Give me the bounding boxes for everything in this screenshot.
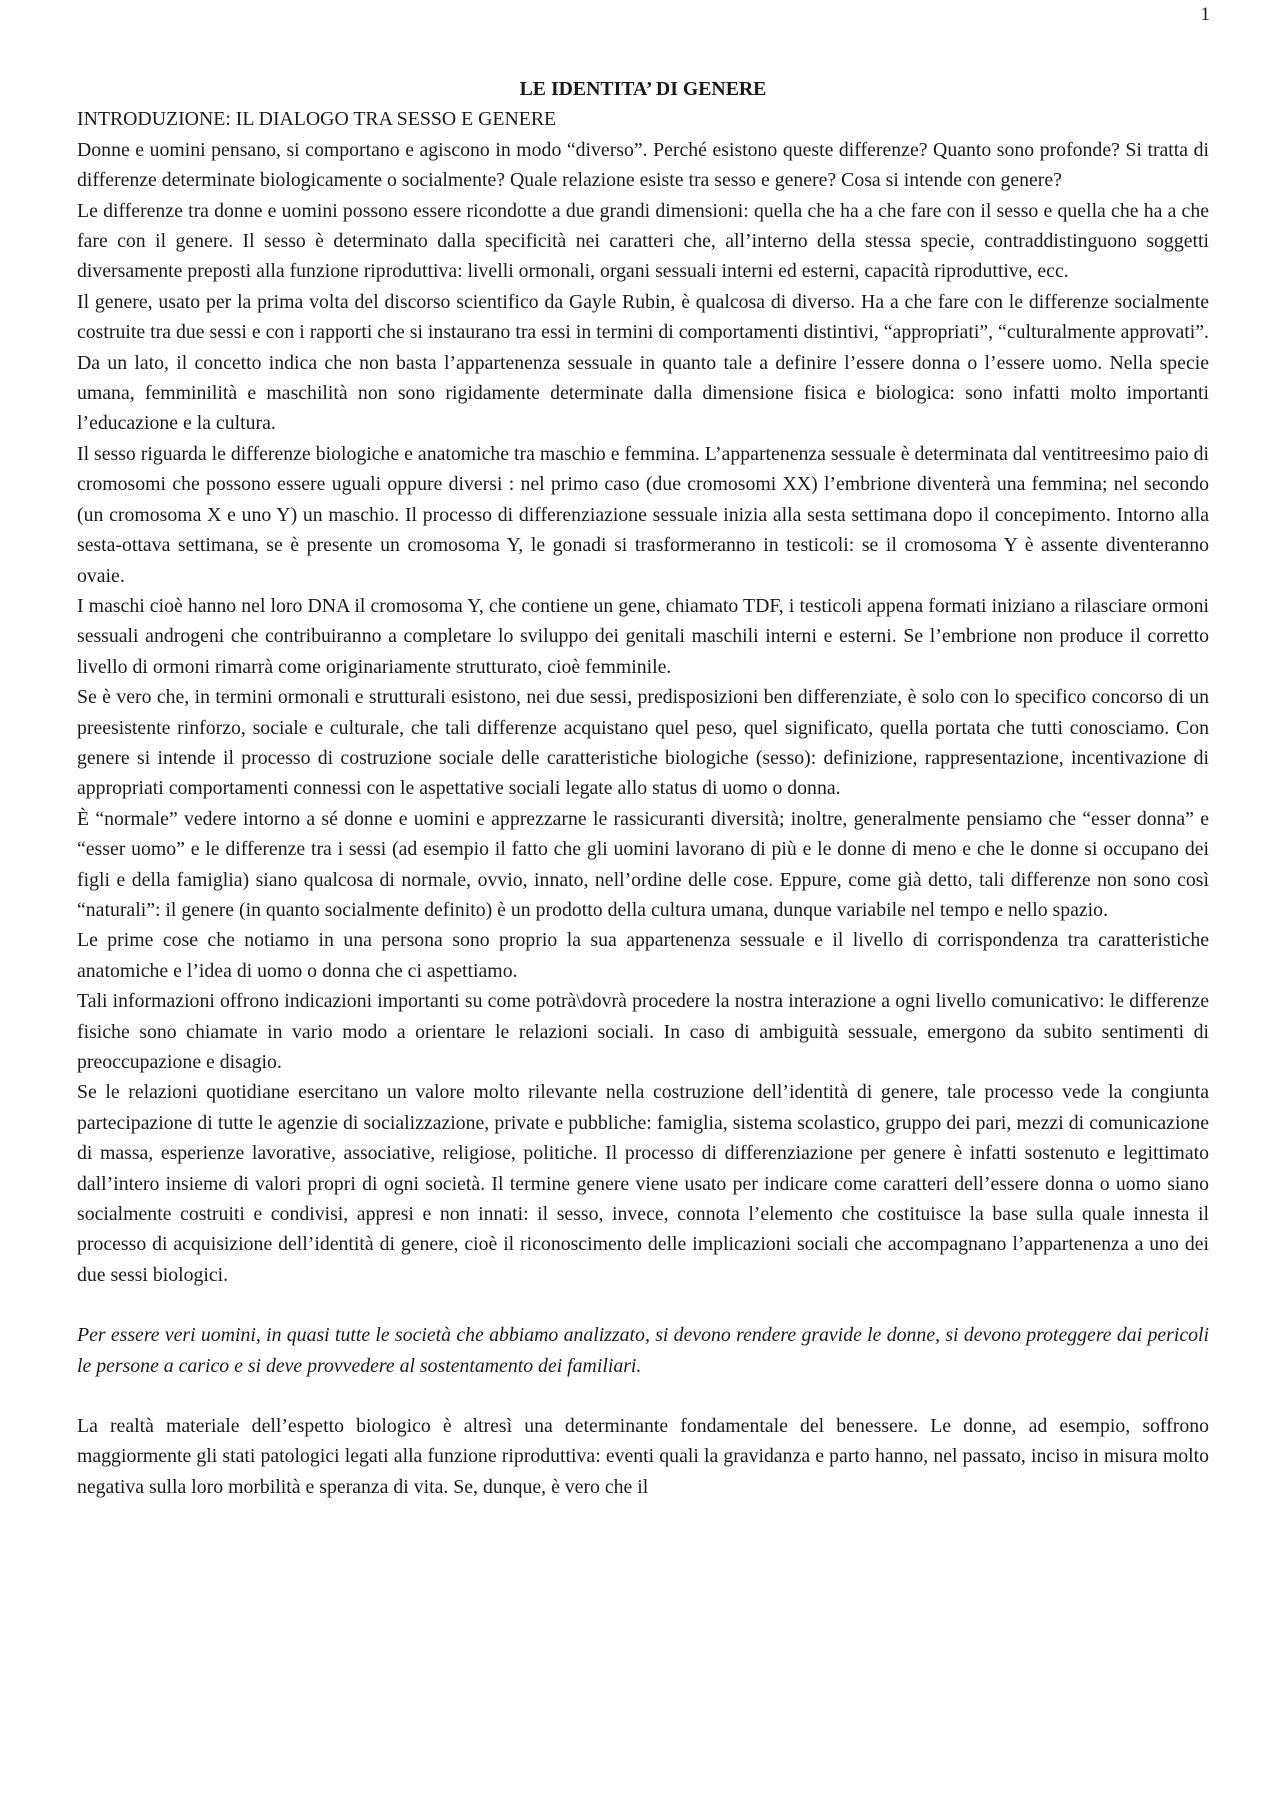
paragraph: Se è vero che, in termini ormonali e strutturali esistono, nei due sessi, predisposizioni ben differenziate, è solo con lo specifico concorso di un preesistente rinforzo, sociale e culturale, che tali differenze acquistano quel peso, quel significato, quella portata che tutti conosciamo. Con genere si intende il processo di costruzione sociale delle caratteristiche biologiche (sesso): definizione, rappresentazione, incentivazione di appropriati comportamenti connessi con le aspettative sociali legate allo status di uomo o donna.: [77, 686, 1209, 800]
paragraph: Donne e uomini pensano, si comportano e agiscono in modo “diverso”. Perché esistono queste differenze? Quanto sono profonde? Si tratta di differenze determinate biologicamente o socialmente? Quale relazione esiste tra sesso e genere? Cosa si intende con genere?: [77, 138, 1209, 192]
paragraph: Il sesso riguarda le differenze biologiche e anatomiche tra maschio e femmina. L’appartenenza sessuale è determinata dal ventitreesimo paio di cromosomi che possono essere uguali oppure diversi : nel primo caso (due cromosomi XX) l’embrione diventerà una femmina; nel secondo (un cromosoma X e uno Y) un maschio. Il processo di differenziazione sessuale inizia alla sesta settimana dopo il concepimento. Intorno alla sesta-ottava settimana, se è presente un cromosoma Y, le gonadi si trasformeranno in testicoli: se il cromosoma Y è assente diventeranno ovaie.: [77, 442, 1209, 587]
paragraph: Le prime cose che notiamo in una persona sono proprio la sua appartenenza sessuale e il livello di corrispondenza tra caratteristiche anatomiche e l’idea di uomo o donna che ci aspettiamo.: [77, 929, 1209, 982]
document-title: LE IDENTITA’ DI GENERE: [519, 78, 767, 100]
italic-quote: Per essere veri uomini, in quasi tutte le società che abbiamo analizzato, si devono rendere gravide le donne, si devono proteggere dai pericoli le persone a carico e si deve provvedere al sostentamento dei familiari.: [77, 1324, 1209, 1377]
paragraph: È “normale” vedere intorno a sé donne e uomini e apprezzarne le rassicuranti diversità; inoltre, generalmente pensiamo che “esser donna” e “esser uomo” e le differenze tra i sessi (ad esempio il fatto che gli uomini lavorano di più e le donne di meno e che le donne si occupano dei figli e della famiglia) siano qualcosa di normale, ovvio, innato, nell’ordine delle cose. Eppure, come già detto, tali differenze non sono così “naturali”: il genere (in quanto socialmente definito) è un prodotto della cultura umana, dunque variabile nel tempo e nello spazio.: [77, 807, 1209, 921]
spacer: [77, 1381, 1209, 1411]
spacer: [77, 1290, 1209, 1320]
paragraph: Tali informazioni offrono indicazioni importanti su come potrà\dovrà procedere la nostra interazione a ogni livello comunicativo: le differenze fisiche sono chiamate in vario modo a orientare le relazioni sociali. In caso di ambiguità sessuale, emergono da subito sentimenti di preoccupazione e disagio.: [77, 990, 1209, 1073]
page-number: 1: [1200, 4, 1210, 25]
section-heading: INTRODUZIONE: IL DIALOGO TRA SESSO E GENERE: [77, 108, 557, 131]
paragraph: Il genere, usato per la prima volta del discorso scientifico da Gayle Rubin, è qualcosa di diverso. Ha a che fare con le differenze socialmente costruite tra due sessi e con i rapporti che si instaurano tra essi in termini di comportamenti distintivi, “appropriati”, “culturalmente approvati”. Da un lato, il concetto indica che non basta l’appartenenza sessuale in quanto tale a definire l’essere donna o l’essere uomo. Nella specie umana, femminilità e maschilità non sono rigidamente determinate dalla dimensione fisica e biologica: sono infatti molto importanti l’educazione e la cultura.: [77, 290, 1209, 435]
paragraph: Se le relazioni quotidiane esercitano un valore molto rilevante nella costruzione dell’identità di genere, tale processo vede la congiunta partecipazione di tutte le agenzie di socializzazione, private e pubbliche: famiglia, sistema scolastico, gruppo dei pari, mezzi di comunicazione di massa, esperienze lavorative, associative, religiose, politiche. Il processo di differenziazione per genere è infatti sostenuto e legittimato dall’intero insieme di valori propri di ogni società. Il termine genere viene usato per indicare come caratteri dell’essere donna o uomo siano socialmente costruiti e condivisi, appresi e non innati: il sesso, invece, connota l’elemento che costituisce la base sulla quale innesta il processo di acquisizione dell’identità di genere, cioè il riconoscimento delle implicazioni sociali che accompagnano l’appartenenza a uno dei due sessi biologici.: [77, 1081, 1209, 1286]
paragraph: I maschi cioè hanno nel loro DNA il cromosoma Y, che contiene un gene, chiamato TDF, i testicoli appena formati iniziano a rilasciare ormoni sessuali androgeni che contribuiranno a completare lo sviluppo dei genitali maschili interni e esterni. Se l’embrione non produce il corretto livello di ormoni rimarrà come originariamente strutturato, cioè femminile.: [77, 594, 1209, 678]
document-body: [77, 74, 1209, 1502]
paragraph: La realtà materiale dell’espetto biologico è altresì una determinante fondamentale del benessere. Le donne, ad esempio, soffrono maggiormente gli stati patologici legati alla funzione riproduttiva: eventi quali la gravidanza e parto hanno, nel passato, inciso in misura molto negativa sulla loro morbilità e speranza di vita. Se, dunque, è vero che il: [77, 1415, 1209, 1498]
paragraph: Le differenze tra donne e uomini possono essere ricondotte a due grandi dimensioni: quella che ha a che fare con il sesso e quella che ha a che fare con il genere. Il sesso è determinato dalla specificità nei caratteri che, all’interno della stessa specie, contraddistinguono soggetti diversamente preposti alla funzione riproduttiva: livelli ormonali, organi sessuali interni ed esterni, capacità riproduttive, ecc.: [77, 199, 1209, 283]
